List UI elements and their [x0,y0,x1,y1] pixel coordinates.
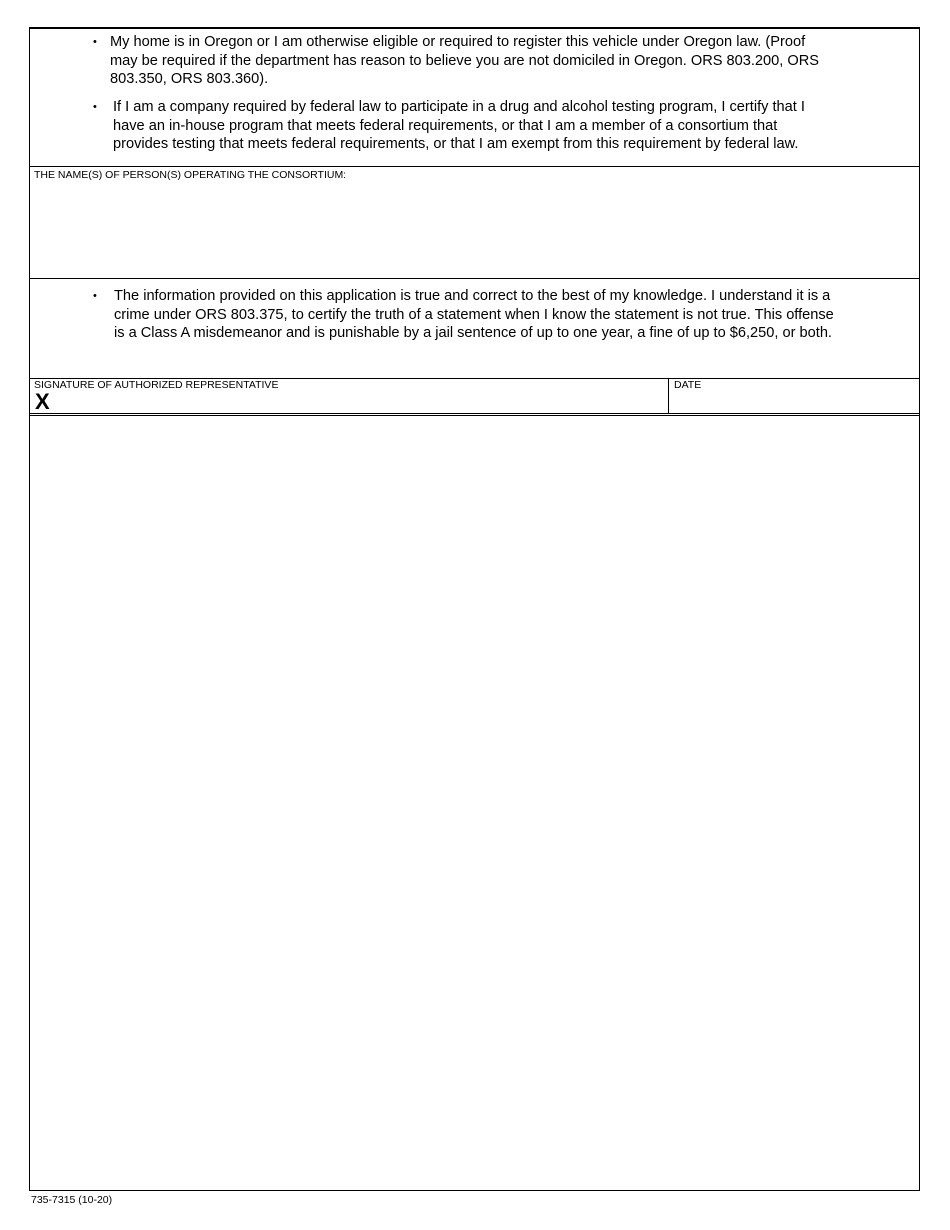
domicile-statement-text: My home is in Oregon or I am otherwise eligible or required to register this vehicle under Oregon law. (Proof may be required if the department has reason to believe you are not domiciled in Oregon. ORS 803.200, ORS 803.350, ORS 803.360). [110,34,820,87]
signature-label: SIGNATURE OF AUTHORIZED REPRESENTATIVE [34,379,279,391]
form-number: 735-7315 (10-20) [31,1194,113,1206]
date-label: DATE [674,379,702,391]
bullet-icon: • [93,36,97,48]
date-field[interactable] [669,379,919,413]
signature-x-mark: X [35,389,50,414]
domicile-statement [93,33,913,89]
signature-field[interactable] [30,379,669,413]
signature-row [30,379,919,416]
truthfulness-statement-text: The information provided on this application is true and correct to the best of my knowledge. I understand it is a crime under ORS 803.375, to certify the truth of a statement when I know the statement is not true. This offense is a Class A misdemeanor and is punishable by a jail sentence of up to one year, a fine of up to $6,250, or both. [114,288,834,341]
certification-statement-section [30,279,919,379]
form-page [29,27,920,1191]
bullet-icon: • [93,290,97,302]
consortium-operator-label: THE NAME(S) OF PERSON(S) OPERATING THE CONSORTIUM: [34,169,347,181]
bullet-icon: • [93,101,97,113]
truthfulness-statement [93,287,919,343]
eligibility-statements [30,29,919,167]
drug-testing-statement [93,98,913,154]
drug-testing-statement-text: If I am a company required by federal law to participate in a drug and alcohol testing program, I certify that I have an in-house program that meets federal requirements, or that I am a member of a consortium that provides testing that meets federal requirements, or that I am exempt from this requirement by federal law. [113,99,805,152]
consortium-operator-field[interactable] [30,167,919,279]
